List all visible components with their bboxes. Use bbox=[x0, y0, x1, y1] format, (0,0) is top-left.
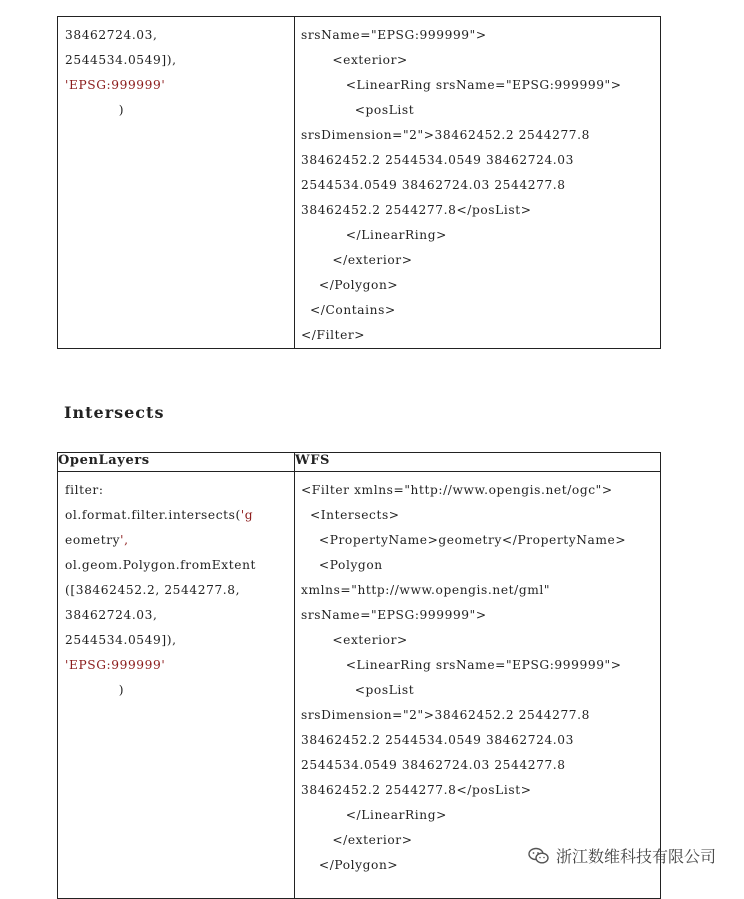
wfs-code bbox=[301, 23, 660, 348]
code-line: </exterior> bbox=[301, 253, 413, 267]
openlayers-code bbox=[65, 478, 294, 703]
code-line: 38462724.03, bbox=[65, 608, 158, 622]
code-line: eometry', bbox=[65, 533, 129, 547]
code-line: ol.geom.Polygon.fromExtent bbox=[65, 558, 257, 572]
wfs-code bbox=[301, 478, 660, 878]
code-line: </Polygon> bbox=[301, 278, 399, 292]
header-openlayers: OpenLayers bbox=[58, 453, 295, 472]
code-line: </Polygon> bbox=[301, 858, 399, 872]
openlayers-code bbox=[65, 23, 294, 123]
code-line: </LinearRing> bbox=[301, 808, 447, 822]
code-line: </exterior> bbox=[301, 833, 413, 847]
section-title: Intersects bbox=[64, 403, 165, 422]
code-line: 38462452.2 2544534.0549 38462724.03 bbox=[301, 733, 574, 747]
code-line: <Polygon bbox=[301, 558, 383, 572]
code-line: 2544534.0549 38462724.03 2544277.8 bbox=[301, 758, 566, 772]
code-line: 38462724.03, bbox=[65, 28, 158, 42]
code-line: <PropertyName>geometry</PropertyName> bbox=[301, 533, 627, 547]
openlayers-code-cell bbox=[58, 472, 295, 899]
code-line: <LinearRing srsName="EPSG:999999"> bbox=[301, 78, 622, 92]
watermark-text: 浙江数维科技有限公司 bbox=[555, 847, 716, 866]
openlayers-code-cell bbox=[58, 17, 295, 349]
code-line: 2544534.0549 38462724.03 2544277.8 bbox=[301, 178, 566, 192]
code-line: 38462452.2 2544277.8</posList> bbox=[301, 203, 532, 217]
code-line: </Filter> bbox=[301, 328, 366, 342]
code-line: <Intersects> bbox=[301, 508, 400, 522]
code-line: 'EPSG:999999' bbox=[65, 78, 166, 92]
code-line: srsDimension="2">38462452.2 2544277.8 bbox=[301, 708, 590, 722]
wfs-code-cell bbox=[295, 17, 661, 349]
code-line: 2544534.0549]), bbox=[65, 633, 177, 647]
code-line: ([38462452.2, 2544277.8, bbox=[65, 583, 241, 597]
code-line: ol.format.filter.intersects('g bbox=[65, 508, 254, 522]
wechat-icon bbox=[528, 847, 550, 865]
code-line: <LinearRing srsName="EPSG:999999"> bbox=[301, 658, 622, 672]
code-line: <posList bbox=[301, 103, 415, 117]
code-line: 2544534.0549]), bbox=[65, 53, 177, 67]
wfs-code-cell bbox=[295, 472, 661, 899]
code-line: </Contains> bbox=[301, 303, 396, 317]
header-wfs: WFS bbox=[295, 453, 661, 472]
watermark bbox=[528, 844, 716, 867]
code-table-contains bbox=[57, 16, 661, 349]
code-line: </LinearRing> bbox=[301, 228, 447, 242]
code-line: srsDimension="2">38462452.2 2544277.8 bbox=[301, 128, 590, 142]
code-line: <posList bbox=[301, 683, 415, 697]
code-line: <Filter xmlns="http://www.opengis.net/ogc"> bbox=[301, 483, 613, 497]
code-line: xmlns="http://www.opengis.net/gml" bbox=[301, 583, 551, 597]
code-line: ) bbox=[65, 103, 125, 117]
code-line: <exterior> bbox=[301, 633, 408, 647]
code-line: 38462452.2 2544277.8</posList> bbox=[301, 783, 532, 797]
code-table-intersects bbox=[57, 452, 661, 899]
code-line: ) bbox=[65, 683, 125, 697]
code-line: 38462452.2 2544534.0549 38462724.03 bbox=[301, 153, 574, 167]
code-line: srsName="EPSG:999999"> bbox=[301, 28, 487, 42]
code-line: srsName="EPSG:999999"> bbox=[301, 608, 487, 622]
code-line: 'EPSG:999999' bbox=[65, 658, 166, 672]
code-line: filter: bbox=[65, 483, 104, 497]
code-line: <exterior> bbox=[301, 53, 408, 67]
